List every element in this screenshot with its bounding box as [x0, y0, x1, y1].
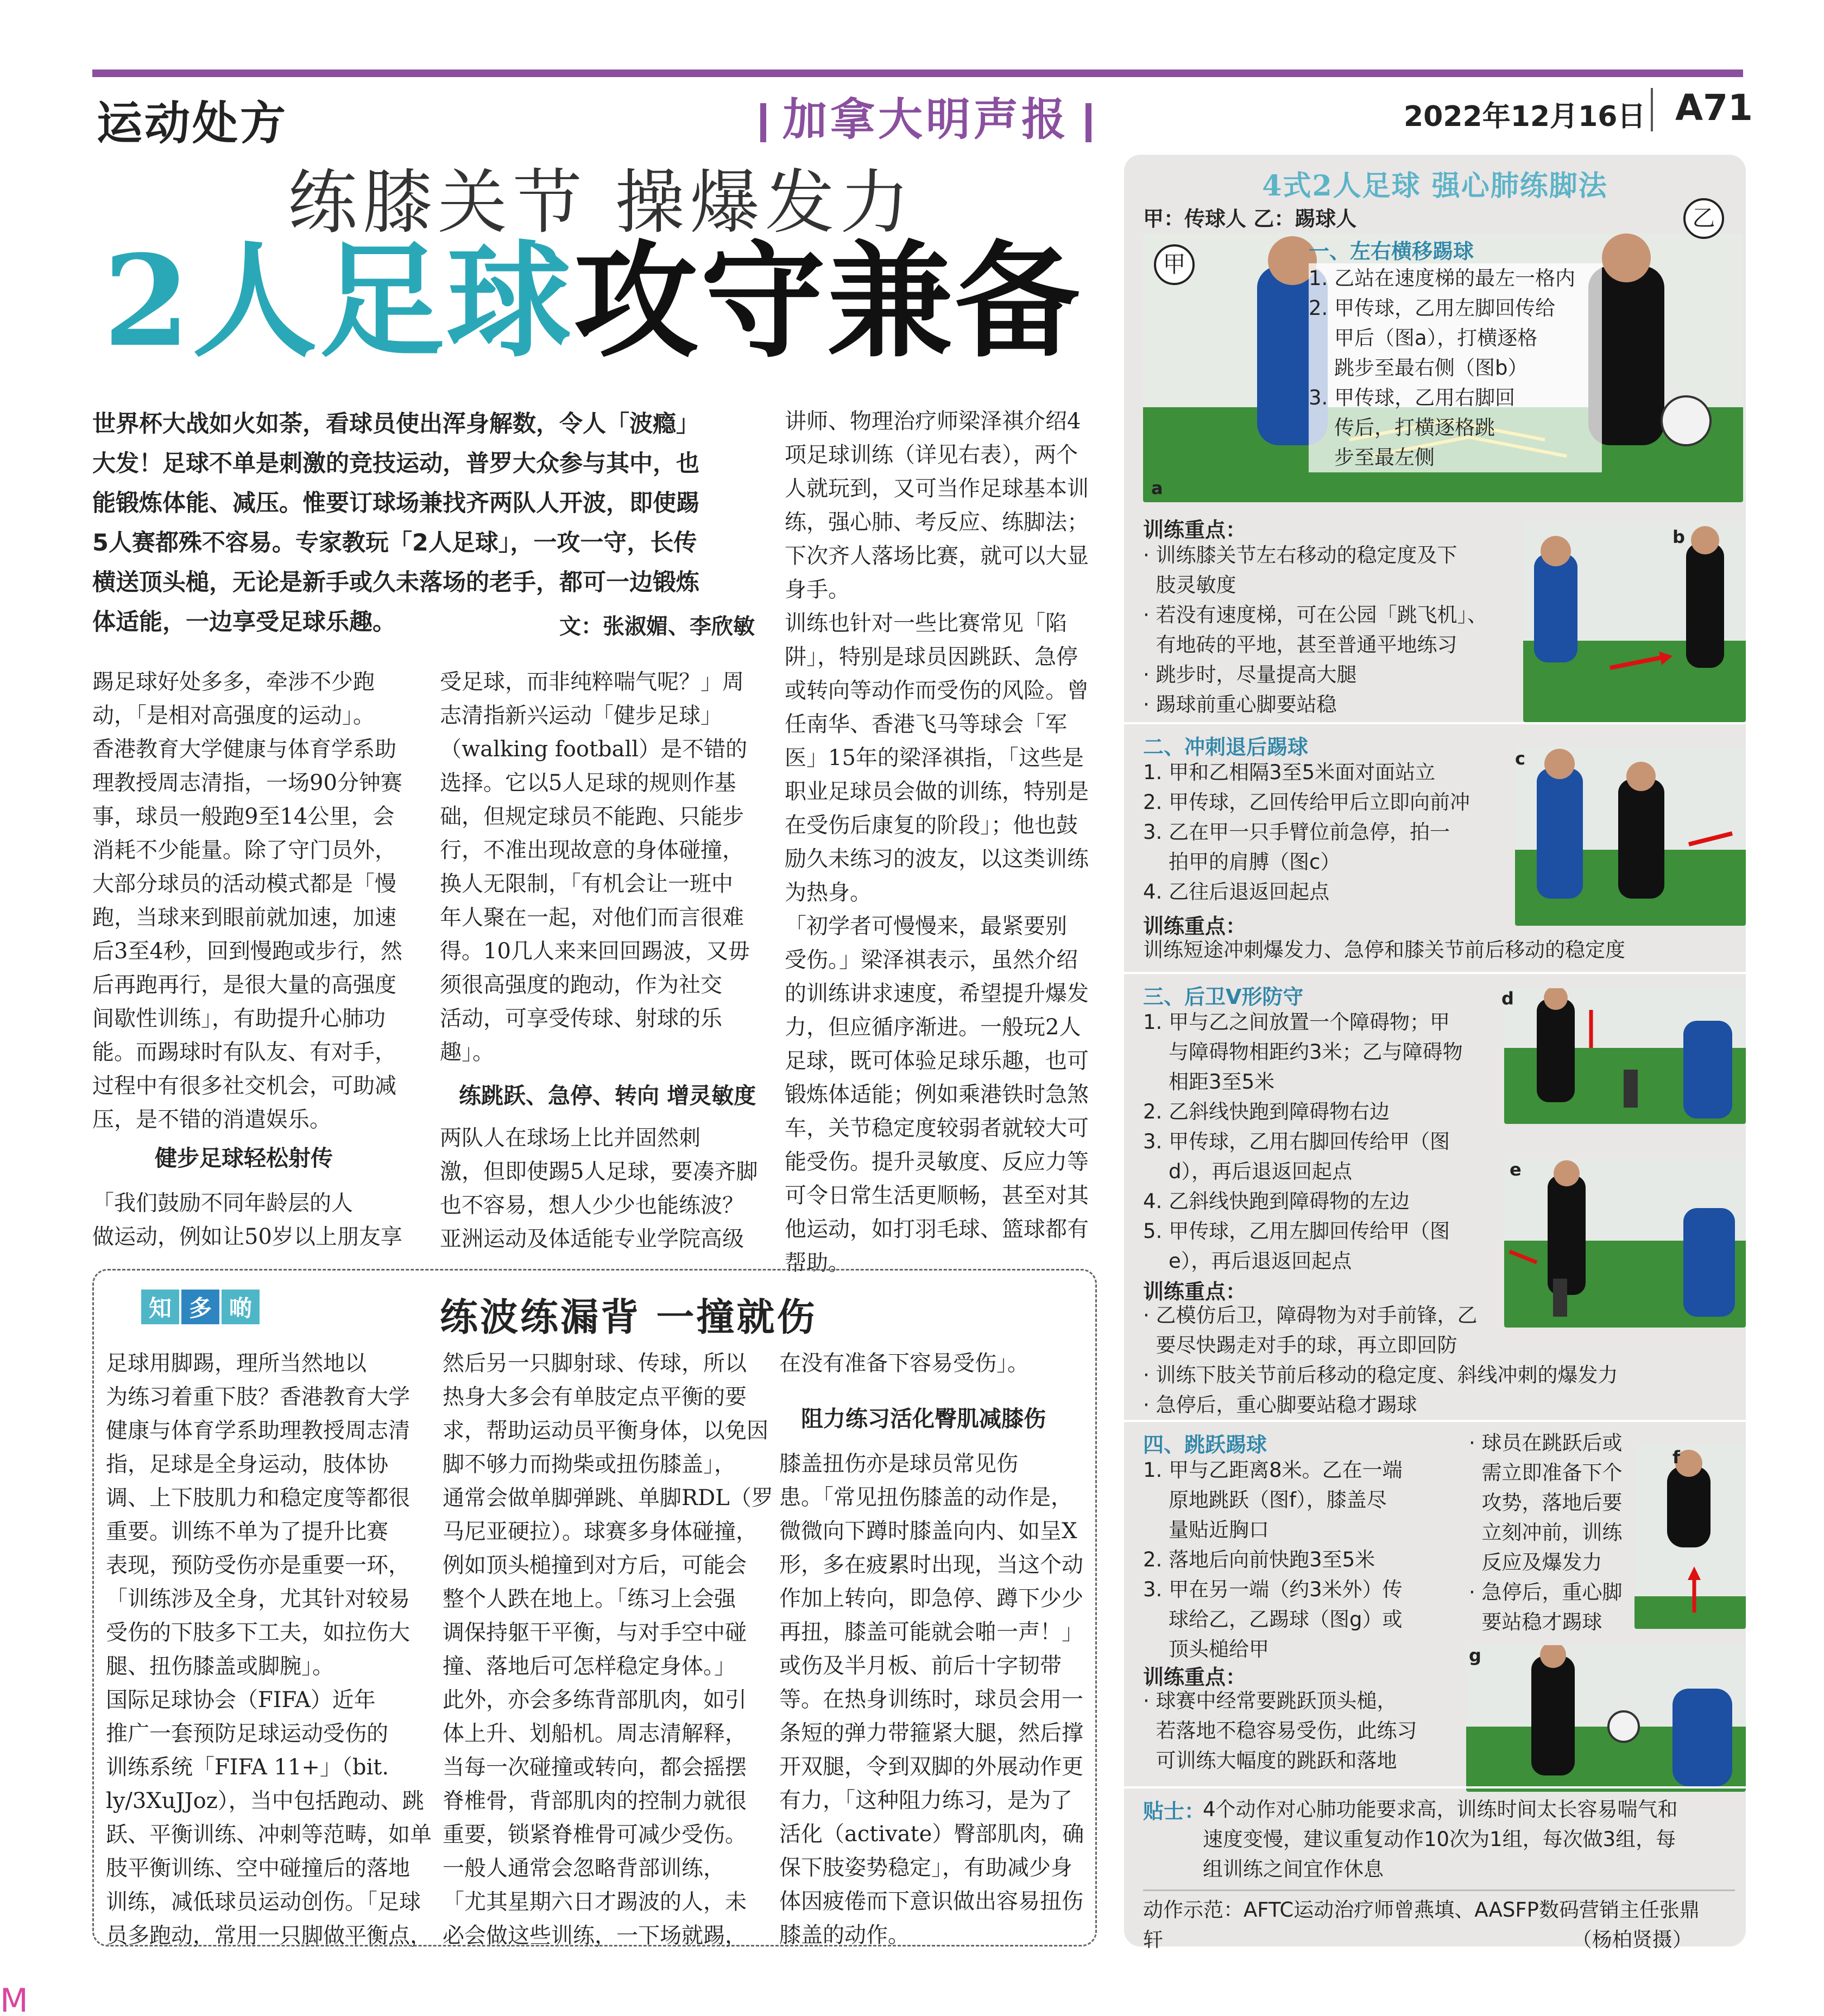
tip-line: 速度变慢，建议重复动作10次为1组，每次做3组，每: [1203, 1828, 1676, 1851]
kc2-line: 必会做这些训练，一下场就踢，: [443, 1923, 747, 1948]
col3-line: 医」15年的梁泽祺指，「这些是: [785, 745, 1084, 770]
s4right-line: 需立即准备下个: [1469, 1461, 1623, 1484]
col1b-line: 做运动，例如让50岁以上朋友享: [92, 1224, 402, 1249]
s3steps-line: e），再后退返回起点: [1143, 1249, 1352, 1273]
s4steps-line: 量贴近胸口: [1143, 1518, 1270, 1541]
col3-line: 能受伤。提升灵敏度、反应力等: [785, 1149, 1089, 1174]
col3-line: 阱」，特别是球员因跳跃、急停: [785, 644, 1078, 669]
col1-line: 理教授周志清指，一场90分钟赛: [92, 770, 402, 795]
exercise3-heading: 三、后卫V形防守: [1143, 985, 1304, 1009]
col1-subhead: 健步足球轻松射传: [155, 1145, 333, 1171]
col3-line: 励久未练习的波友，以这类训练: [785, 846, 1089, 871]
exercise3-points: [1143, 1300, 1740, 1420]
col3-line: 车，关节稳定度较弱者就较大可: [785, 1116, 1089, 1141]
s3steps-line: d），再后退返回起点: [1143, 1160, 1353, 1183]
kc1-line: 重要。训练不单为了提升比赛: [106, 1519, 388, 1544]
exercise1-steps: [1309, 263, 1602, 472]
exercise2-point: 训练短途冲刺爆发力、急停和膝关节前后移动的稳定度: [1143, 938, 1625, 962]
col1-line: 能。而踢球时有队友、有对手，: [92, 1040, 396, 1065]
know-col2: [443, 1347, 773, 1952]
kc3-line: 微微向下蹲时膝盖向内、如呈X: [779, 1519, 1077, 1544]
sidebar-title: 4式2人足球 强心肺练脚法: [1262, 169, 1608, 203]
kc3-line: 保下肢姿势稳定」，有助减少身: [779, 1855, 1072, 1880]
photo-b: [1523, 521, 1746, 722]
kc3-line: 作加上转向，即急停、蹲下少少: [779, 1586, 1083, 1611]
s1pts-line: · 若没有速度梯，可在公园「跳飞机」、: [1143, 603, 1488, 627]
s4steps-line: 原地跳跃（图f），膝盖尽: [1143, 1488, 1387, 1512]
kc2-line: 「尤其星期六日才踢波的人，未: [443, 1889, 747, 1914]
tag-char-2: 多: [181, 1290, 219, 1324]
exercise4-steps: [1143, 1455, 1447, 1664]
byline: 文：张淑媚、李欣敏: [559, 614, 755, 639]
kc2-line: 然后另一只脚射球、传球，所以: [443, 1351, 747, 1376]
tip-line: 组训练之间宜作休息: [1203, 1857, 1384, 1881]
col2-line: 础，但规定球员不能跑、只能步: [440, 804, 744, 829]
col1-line: 后再跑再行，是很大量的高强度: [92, 972, 396, 997]
know-more-tag: [141, 1290, 262, 1324]
article-col3: [785, 405, 1100, 1280]
kc1-line: 推广一套预防足球运动受伤的: [106, 1721, 388, 1746]
exercise1-heading: 一、左右横移踢球: [1309, 239, 1474, 263]
kc3a-line: 在没有准备下容易受伤」。: [779, 1351, 1029, 1376]
intro-line: 能锻炼体能、减压。惟要订球场兼找齐两队人开波，即使踢: [92, 490, 699, 517]
col3-line: 在受伤后康复的阶段」；他也鼓: [785, 813, 1078, 838]
col3-line: 的训练讲求速度，希望提升爆发: [785, 981, 1089, 1006]
s1pts-line: 有地砖的平地，甚至普通平地练习: [1143, 633, 1457, 656]
masthead-place: 加拿大: [782, 94, 926, 146]
exercise4-points: [1143, 1686, 1463, 1775]
s1pts-line: 肢灵敏度: [1143, 573, 1236, 597]
tag-char-1: 知: [141, 1290, 179, 1324]
col3-line: 力，但应循序渐进。一般玩2人: [785, 1015, 1081, 1040]
exercise1-points: [1143, 540, 1523, 719]
s4right-line: 立刻冲前，训练: [1469, 1521, 1623, 1544]
kc2-line: 热身大多会有单肢定点平衡的要: [443, 1385, 747, 1410]
col3-line: 或转向等动作而受伤的风险。曾: [785, 678, 1089, 703]
s1pts-line: · 跳步时，尽量提高大腿: [1143, 663, 1357, 686]
s4right-line: 攻势，落地后要: [1469, 1491, 1623, 1514]
s2steps-line: 2. 甲传球，乙回传给甲后立即向前冲: [1143, 791, 1470, 814]
col3-line: 身手。: [785, 577, 850, 602]
s1steps-line: 跳步至最右侧（图b）: [1309, 356, 1528, 380]
col2-line: 换人无限制，「有机会让一班中: [440, 871, 733, 896]
masthead: [744, 84, 1108, 148]
kc3-line: 活化（activate）臀部肌肉，确: [779, 1822, 1084, 1847]
kc3-line: 等。在热身训练时，球员会用一: [779, 1687, 1083, 1712]
intro-line: 横送顶头槌，无论是新手或久未落场的老手，都可一边锻炼: [92, 569, 699, 596]
s3pts-line: · 急停后，重心脚要站稳才踢球: [1143, 1393, 1417, 1417]
section-divider-3: [1124, 1420, 1746, 1422]
col3-line: 职业足球员会做的训练，特别是: [785, 779, 1089, 804]
s3steps-line: 2. 乙斜线快跑到障碍物右边: [1143, 1100, 1390, 1123]
kc2-line: 马尼亚硬拉）。球赛多身体碰撞，: [443, 1519, 758, 1544]
s4right-line: · 球员在跳跃后或: [1469, 1431, 1623, 1455]
col2-line: 活动，可享受传球、射球的乐: [440, 1006, 722, 1031]
kc2-line: 例如顶头槌撞到对方后，可能会: [443, 1553, 747, 1578]
s3steps-line: 相距3至5米: [1143, 1070, 1275, 1094]
s2steps-line: 4. 乙往后退返回起点: [1143, 880, 1330, 903]
photo-label-a: a: [1151, 478, 1163, 498]
col2-line: （walking football）是不错的: [440, 737, 748, 762]
s4steps-line: 2. 落地后向前快跑3至5米: [1143, 1548, 1375, 1571]
credit-line: 轩 （杨柏贤摄）: [1143, 1928, 1693, 1951]
kc3-line: 有力，「这种阻力练习，是为了: [779, 1788, 1072, 1813]
intro-line: 体适能，一边享受足球乐趣。: [92, 609, 396, 636]
kc3-line: 条短的弹力带箍紧大腿，然后撑: [779, 1721, 1083, 1746]
kc2-line: 脊椎骨，背部肌肉的控制力就很: [443, 1789, 747, 1813]
article-col2b: [440, 1121, 758, 1256]
col1-line: 消耗不少能量。除了守门员外，: [92, 838, 396, 863]
kc2-line: 整个人跌在地上。「练习上会强: [443, 1587, 736, 1611]
article-intro: [92, 405, 763, 642]
exercise4-side-points: [1469, 1428, 1648, 1637]
col1-line: 压，是不错的消遣娱乐。: [92, 1107, 331, 1132]
tip-label: 贴士：: [1143, 1799, 1206, 1823]
s3steps-line: 5. 甲传球，乙用左脚回传给甲（图: [1143, 1219, 1450, 1243]
col2b-line: 两队人在球场上比并固然刺: [440, 1126, 700, 1151]
col3-line: 项足球训练（详见右表），两个: [785, 443, 1078, 467]
exercise3-key-label: 训练重点：: [1143, 1280, 1247, 1304]
col1b-line: 「我们鼓励不同年龄层的人: [92, 1191, 353, 1216]
kc1-line: 员多跑动，常用一只脚做平衡点，: [106, 1923, 432, 1948]
kc1-line: 表现，预防受伤亦是重要一环，: [106, 1553, 410, 1578]
s3pts-line: 要尽快踢走对手的球，再立即回防: [1143, 1334, 1457, 1357]
col2-line: 须很高强度的跑动，作为社交: [440, 972, 722, 997]
roles-legend: 甲：传球人 乙：踢球人: [1143, 207, 1357, 231]
s2steps-line: 1. 甲和乙相隔3至5米面对面站立: [1143, 761, 1436, 784]
photo-c: [1515, 747, 1746, 926]
col2-subhead: 练跳跃、急停、转向 增灵敏度: [459, 1083, 756, 1109]
s1steps-line: 1. 乙站在速度梯的最左一格内: [1309, 267, 1576, 290]
col2-line: 选择。它以5人足球的规则作基: [440, 770, 736, 795]
s4steps-line: 1. 甲与乙距离8米。乙在一端: [1143, 1458, 1403, 1482]
photo-credit: [1143, 1895, 1740, 1955]
top-rule: [92, 69, 1743, 77]
col3-line: 可令日常生活更顺畅，甚至对其: [785, 1183, 1089, 1208]
col1-line: 香港教育大学健康与体育学系助: [92, 737, 396, 762]
s1steps-line: 2. 甲传球，乙用左脚回传给: [1309, 296, 1556, 320]
exercise2-heading: 二、冲刺退后踢球: [1143, 735, 1309, 759]
exercise4-key-label: 训练重点：: [1143, 1665, 1247, 1689]
section-title: 运动处方: [97, 97, 288, 150]
kc1-line: 指，足球是全身运动，肢体协: [106, 1452, 388, 1477]
col2-line: 受足球，而非纯粹喘气呢？」周: [440, 669, 744, 694]
kc1-line: 受伤的下肢多下工夫，如拉伤大: [106, 1620, 410, 1645]
photo-label-b: b: [1672, 527, 1685, 547]
col3-line: 「初学者可慢慢来，最紧要别: [785, 914, 1067, 939]
kc2-line: 重要，锁紧脊椎骨可减少受伤。: [443, 1822, 747, 1847]
kc2-line: 一般人通常会忽略背部训练，: [443, 1856, 725, 1881]
masthead-name: 明声报: [926, 94, 1070, 146]
kc3-line: 膝盖扭伤亦是球员常见伤: [779, 1451, 1018, 1476]
section-divider-2: [1124, 972, 1746, 974]
col3-line: 他运动，如打羽毛球、篮球都有: [785, 1217, 1089, 1242]
col2-line: 年人聚在一起，对他们而言很难: [440, 905, 744, 930]
photo-label-d: d: [1501, 988, 1514, 1009]
know-col3: [779, 1447, 1083, 1952]
article-col1b: [92, 1186, 407, 1254]
kc1-line: 健康与体育学系助理教授周志清: [106, 1418, 410, 1443]
exercise1-key-label: 训练重点：: [1143, 518, 1247, 542]
s1pts-line: · 训练膝关节左右移动的稳定度及下: [1143, 544, 1457, 567]
col2-line: 趣」。: [440, 1040, 494, 1065]
kc1-line: ly/3XuJJoz），当中包括跑动、跳: [106, 1789, 424, 1813]
photo-label-e: e: [1510, 1159, 1522, 1180]
kc1-line: 训练系统「FIFA 11+」（bit.: [106, 1755, 389, 1780]
photo-label-g: g: [1469, 1645, 1481, 1666]
kc1-line: 为练习着重下肢？香港教育大学: [106, 1385, 410, 1410]
kc2-line: 通常会做单脚弹跳、单脚RDL（罗: [443, 1486, 773, 1511]
role-badge-b: 乙: [1683, 198, 1724, 239]
kc1-line: 国际足球协会（FIFA）近年: [106, 1688, 376, 1712]
footer-mark: M: [0, 1982, 28, 2016]
s4pts-line: 若落地不稳容易受伤，此练习: [1143, 1719, 1417, 1742]
s4right-line: 要站稳才踢球: [1469, 1610, 1602, 1634]
kc2-line: 调保持躯干平衡，与对手空中碰: [443, 1620, 747, 1645]
s1steps-line: 3. 甲传球，乙用右脚回: [1309, 386, 1516, 409]
kc3-line: 再扭，膝盖可能就会啪一声！」: [779, 1620, 1083, 1645]
s4steps-line: 顶头槌给甲: [1143, 1638, 1270, 1661]
s1steps-line: 步至最左侧: [1309, 446, 1435, 469]
s1pts-line: · 踢球前重心脚要站稳: [1143, 693, 1337, 716]
know-col3a: [779, 1347, 1083, 1380]
s2steps-line: 拍甲的肩膊（图c）: [1143, 850, 1341, 874]
kc1-line: 训练，减低球员运动创伤。「足球: [106, 1889, 421, 1914]
col1-line: 后3至4秒，回到慢跑或步行，然: [92, 939, 402, 964]
col3-line: 任南华、香港飞马等球会「军: [785, 712, 1067, 737]
kc3-line: 形，多在疲累时出现，当这个动: [779, 1552, 1083, 1577]
kc1-line: 调、上下肢肌力和稳定度等都很: [106, 1486, 410, 1511]
col1-line: 间歇性训练」，有助提升心肺功: [92, 1006, 386, 1031]
intro-line: 大发！足球不单是刺激的竞技运动，普罗大众参与其中，也: [92, 450, 699, 477]
s2steps-line: 3. 乙在甲一只手臂位前急停，拍一: [1143, 820, 1450, 844]
photo-d: [1504, 988, 1746, 1124]
col2b-line: 亚洲运动及体适能专业学院高级: [440, 1227, 744, 1252]
article-subtitle: 练膝关节 操爆发力: [288, 162, 915, 243]
kc1-line: 腿、扭伤膝盖或脚腕」。: [106, 1654, 334, 1679]
tip-text: [1203, 1794, 1735, 1884]
know-col1: [106, 1347, 432, 1952]
col3-line: 足球，既可体验足球乐趣，也可: [785, 1048, 1089, 1073]
article-headline: [103, 228, 1082, 375]
col3-line: 帮助。: [785, 1250, 850, 1275]
kc2-line: 当每一次碰撞或转向，都会摇摆: [443, 1755, 747, 1780]
kc3-line: 开双腿，令到双脚的外展动作更: [779, 1754, 1083, 1779]
kc2-line: 求，帮助运动员平衡身体，以免因: [443, 1418, 768, 1443]
s1steps-line: 甲后（图a），打横逐格: [1309, 326, 1538, 350]
kc3-line: 膝盖的动作。: [779, 1923, 910, 1948]
section-divider-1: [1124, 722, 1746, 724]
col1-line: 过程中有很多社交机会，可助减: [92, 1073, 396, 1098]
kc1-line: 肢平衡训练、空中碰撞后的落地: [106, 1856, 410, 1881]
s4steps-line: 球给乙，乙踢球（图g）或: [1143, 1608, 1403, 1631]
tag-char-3: 啲: [222, 1290, 260, 1324]
credit-rule: [1143, 1889, 1735, 1891]
header-divider: [1651, 88, 1653, 131]
s1steps-line: 传后，打横逐格跳: [1309, 416, 1495, 439]
col2-line: 行，不准出现故意的身体碰撞，: [440, 838, 744, 863]
photo-f: [1634, 1444, 1746, 1629]
kc2-line: 体上升、划船机。周志清解释，: [443, 1721, 747, 1746]
col3-line: 训练也针对一些比赛常见「陷: [785, 611, 1067, 636]
col3-line: 人就玩到，又可当作足球基本训: [785, 476, 1089, 501]
s4pts-line: 可训练大幅度的跳跃和落地: [1143, 1749, 1397, 1772]
col3-line: 讲师、物理治疗师梁泽祺介绍4: [785, 409, 1081, 434]
kc2-line: 撞、落地后可怎样稳定身体。」: [443, 1654, 736, 1679]
know-more-title: 练波练漏背 一撞就伤: [440, 1294, 817, 1339]
col3-line: 练，强心肺、考反应、练脚法；: [785, 510, 1089, 535]
exercise2-steps: [1143, 757, 1512, 907]
s4pts-line: · 球赛中经常要跳跃顶头槌，: [1143, 1689, 1397, 1712]
s3steps-line: 1. 甲与乙之间放置一个障碍物；甲: [1143, 1010, 1450, 1034]
col1-line: 跑，当球来到眼前就加速，加速: [92, 905, 396, 930]
tip-line: 4个动作对心肺功能要求高，训练时间太长容易喘气和: [1203, 1798, 1678, 1821]
credit-line: 动作示范：AFTC运动治疗师曾燕填、AASFP数码营销主任张鼎: [1143, 1898, 1700, 1922]
kc1-line: 足球用脚踢，理所当然地以: [106, 1351, 367, 1376]
kc2-line: 此外，亦会多练背部肌肉，如引: [443, 1688, 747, 1712]
kc1-line: 「训练涉及全身，尤其针对较易: [106, 1587, 410, 1611]
issue-date: 2022年12月16日: [1404, 100, 1646, 133]
section-divider-4: [1124, 1786, 1746, 1789]
article-col2: [440, 665, 755, 1069]
photo-g: [1466, 1645, 1746, 1792]
know-col3-subhead: 阻力练习活化臀肌减膝伤: [801, 1406, 1046, 1432]
s4right-line: 反应及爆发力: [1469, 1551, 1602, 1574]
exercise3-steps: [1143, 1007, 1512, 1276]
col1-line: 动，「是相对高强度的运动」。: [92, 703, 375, 728]
kc1-line: 跃、平衡训练、冲刺等范畴，如单: [106, 1822, 432, 1847]
photo-label-f: f: [1672, 1447, 1680, 1468]
s3pts-line: · 训练下肢关节前后移动的稳定度、斜线冲刺的爆发力: [1143, 1363, 1618, 1387]
s3steps-line: 与障碍物相距约3米；乙与障碍物: [1143, 1040, 1463, 1064]
s3pts-line: · 乙模仿后卫，障碍物为对手前锋，乙: [1143, 1304, 1478, 1327]
headline-black: 攻守兼备: [573, 228, 1082, 375]
role-badge-a: 甲: [1154, 244, 1195, 285]
s4right-line: · 急停后，重心脚: [1469, 1581, 1623, 1604]
exercise2-key-label: 训练重点：: [1143, 914, 1247, 938]
kc3-line: 患。「常见扭伤膝盖的动作是，: [779, 1485, 1072, 1510]
col2b-line: 激，但即使踢5人足球，要凑齐脚: [440, 1159, 758, 1184]
kc3-line: 体因疲倦而下意识做出容易扭伤: [779, 1889, 1083, 1914]
photo-label-c: c: [1515, 748, 1525, 769]
col1-line: 踢足球好处多多，牵涉不少跑: [92, 669, 375, 694]
col3-line: 锻炼体适能；例如乘港铁时急煞: [785, 1082, 1089, 1107]
s3steps-line: 4. 乙斜线快跑到障碍物的左边: [1143, 1190, 1410, 1213]
intro-line: 世界杯大战如火如荼，看球员使出浑身解数，令人「波瘾」: [92, 410, 699, 438]
col3-line: 下次齐人落场比赛，就可以大显: [785, 544, 1089, 568]
col2b-line: 也不容易，想人少少也能练波？: [440, 1193, 744, 1218]
kc2-line: 脚不够力而拗柴或扭伤膝盖」，: [443, 1452, 736, 1477]
s3steps-line: 3. 甲传球，乙用右脚回传给甲（图: [1143, 1130, 1450, 1153]
col3-line: 为热身。: [785, 880, 872, 905]
page-number: A71: [1675, 87, 1753, 129]
exercise4-heading: 四、跳跃踢球: [1143, 1433, 1267, 1457]
col1-line: 大部分球员的活动模式都是「慢: [92, 871, 396, 896]
col2-line: 志清指新兴运动「健步足球」: [440, 703, 722, 728]
intro-line: 5人赛都殊不容易。专家教玩「2人足球」，一攻一守，长传: [92, 529, 697, 557]
col2-line: 得。10几人来来回回踢波，又毋: [440, 939, 750, 964]
headline-teal: 2人足球: [103, 228, 574, 375]
s4steps-line: 3. 甲在另一端（约3米外）传: [1143, 1578, 1403, 1601]
col3-line: 受伤。」梁泽祺表示，虽然介绍: [785, 947, 1078, 972]
kc3-line: 或伤及半月板、前后十字韧带: [779, 1653, 1062, 1678]
article-col1: [92, 665, 407, 1136]
col1-line: 事，球员一般跑9至14公里，会: [92, 804, 395, 829]
